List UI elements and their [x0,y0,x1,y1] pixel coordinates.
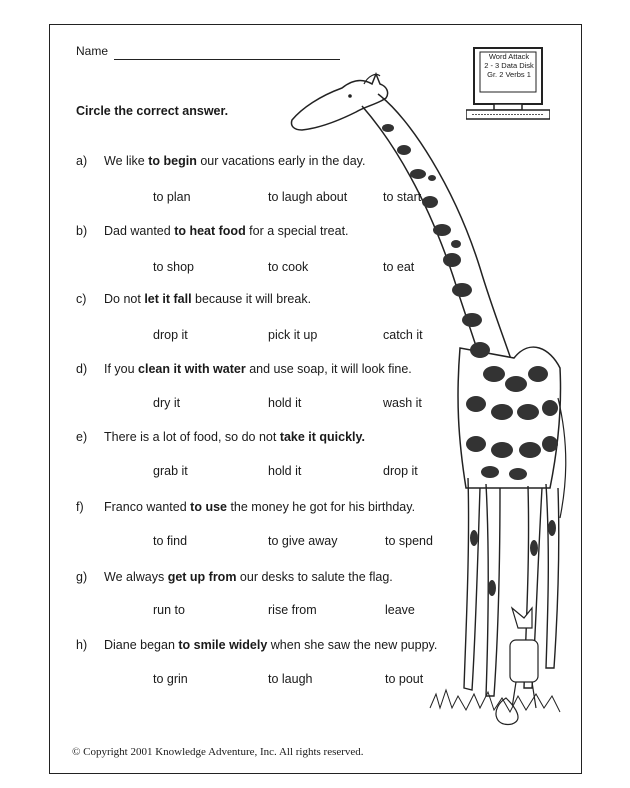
question-text-after: for a special treat. [245,224,349,238]
answer-option[interactable]: drop it [383,464,418,478]
answer-option[interactable]: to laugh [268,672,313,686]
question-b [76,224,349,238]
answer-option[interactable]: drop it [153,328,188,342]
answer-option[interactable]: pick it up [268,328,318,342]
answer-option[interactable]: to start [383,190,422,204]
copyright-notice: © Copyright 2001 Knowledge Adventure, Inc. All rights reserved. [72,746,364,758]
question-text-before: Franco wanted [104,500,191,514]
question-text-before: We always [104,570,168,584]
answer-option[interactable]: dry it [153,396,181,410]
question-text-bold: to begin [148,154,197,168]
question-letter: b) [76,224,88,238]
answer-option[interactable]: to cook [268,260,309,274]
question-text-bold: to use [190,500,227,514]
question-h [76,638,437,652]
question-letter: e) [76,430,88,444]
question-e [76,430,365,444]
question-text-after: our vacations early in the day. [196,154,366,168]
answer-option[interactable]: to plan [153,190,191,204]
question-g [76,570,393,584]
answer-option[interactable]: to pout [385,672,424,686]
question-text-after: because it will break. [191,292,312,306]
answer-option[interactable]: to give away [268,534,338,548]
question-text-before: Diane began [104,638,179,652]
question-a [76,154,365,168]
question-text-bold: get up from [167,570,237,584]
question-text-bold: to smile widely [178,638,268,652]
answer-option[interactable]: to laugh about [268,190,348,204]
question-text-before: If you [104,362,139,376]
answer-option[interactable]: catch it [383,328,423,342]
question-letter: g) [76,570,88,584]
monitor-line-2: 2 - 3 Data Disk [484,61,534,70]
answer-option[interactable]: leave [385,603,415,617]
question-letter: f) [76,500,84,514]
name-field-line[interactable] [114,59,340,60]
question-text-after: the money he got for his birthday. [226,500,416,514]
question-letter: c) [76,292,87,306]
answer-option[interactable]: to eat [383,260,415,274]
question-text-bold: let it fall [144,292,192,306]
question-text-after: and use soap, it will look fine. [245,362,412,376]
answer-option[interactable]: wash it [383,396,422,410]
answer-option[interactable]: hold it [268,396,302,410]
question-letter: h) [76,638,88,652]
name-label: Name [76,44,109,58]
question-text-bold: take it quickly. [279,430,366,444]
answer-option[interactable]: to spend [385,534,433,548]
question-text-bold: clean it with water [138,362,246,376]
question-text-bold: to heat food [174,224,246,238]
answer-option[interactable]: grab it [153,464,188,478]
question-text-after: when she saw the new puppy. [267,638,438,652]
monitor-line-3: Gr. 2 Verbs 1 [487,70,531,79]
question-text-after: our desks to salute the flag. [236,570,393,584]
monitor-line-1: Word Attack [488,52,530,61]
question-f [76,500,415,514]
question-c [76,292,311,306]
question-text-before: There is a lot of food, so do not [104,430,280,444]
question-d [76,362,412,376]
answer-option[interactable]: to grin [153,672,188,686]
question-letter: d) [76,362,88,376]
answer-option[interactable]: rise from [268,603,317,617]
question-text-before: Dad wanted [104,224,175,238]
question-text-before: Do not [104,292,145,306]
instructions: Circle the correct answer. [76,104,229,118]
question-letter: a) [76,154,88,168]
question-text-before: We like [104,154,149,168]
answer-option[interactable]: to find [153,534,188,548]
answer-option[interactable]: run to [153,603,185,617]
answer-option[interactable]: hold it [268,464,302,478]
answer-option[interactable]: to shop [153,260,195,274]
